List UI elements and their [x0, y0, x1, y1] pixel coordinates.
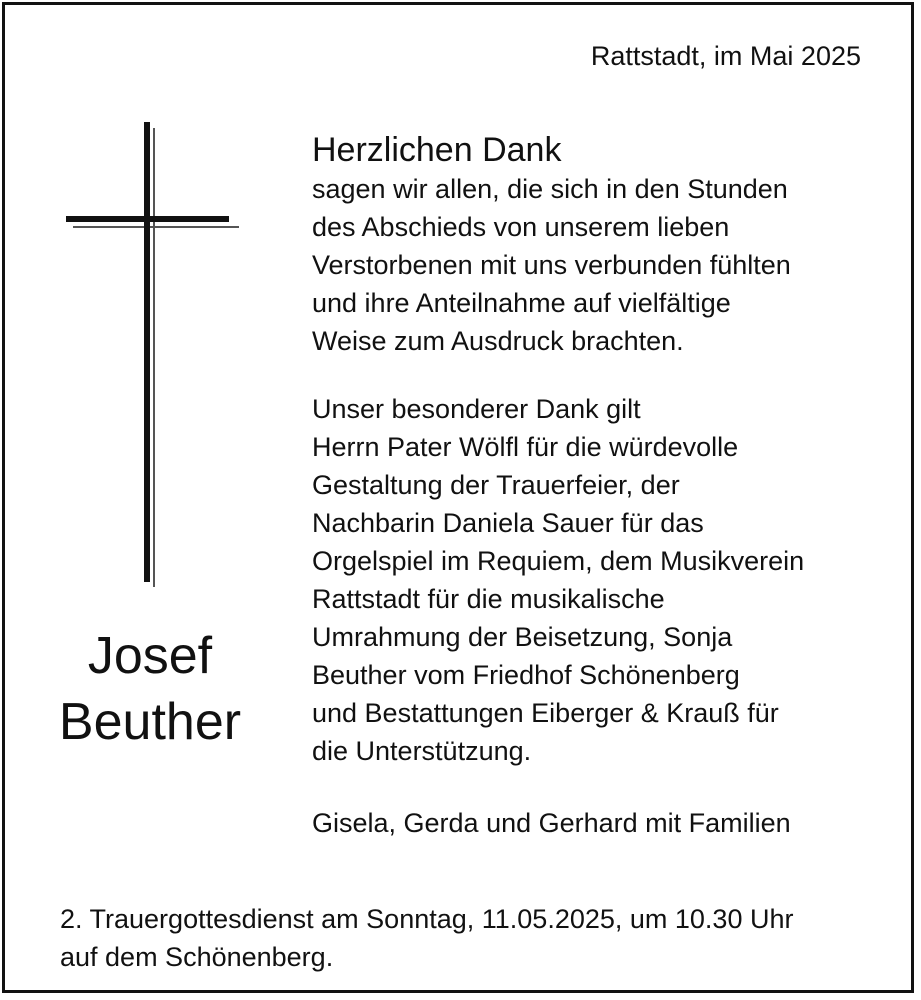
text-line: und Bestattungen Eiberger & Krauß für — [312, 698, 779, 728]
text-line: Herrn Pater Wölfl für die würdevolle — [312, 432, 739, 462]
date-line: Rattstadt, im Mai 2025 — [590, 41, 861, 71]
text-line: Nachbarin Daniela Sauer für das — [312, 508, 704, 538]
thanks-paragraph — [312, 390, 902, 770]
footer-line: auf dem Schönenberg. — [60, 942, 334, 972]
footer-note — [60, 900, 793, 976]
text-line: Unser besonderer Dank gilt — [312, 394, 641, 424]
text-line: Umrahmung der Beisetzung, Sonja — [312, 622, 733, 652]
text-line: Weise zum Ausdruck brachten. — [312, 326, 684, 356]
text-line: Gestaltung der Trauerfeier, der — [312, 470, 680, 500]
text-line: Beuther vom Friedhof Schönenberg — [312, 660, 740, 690]
cross-graphic — [63, 122, 243, 587]
heading: Herzlichen Dank — [312, 131, 562, 169]
deceased-first-name: Josef — [87, 627, 213, 685]
signature: Gisela, Gerda und Gerhard mit Familien — [312, 808, 791, 838]
text-line: und ihre Anteilnahme auf vielfältige — [312, 288, 731, 318]
deceased-last-name: Beuther — [58, 693, 242, 751]
obituary-notice — [2, 2, 914, 993]
cross-icon — [63, 122, 243, 587]
text-line: die Unterstützung. — [312, 736, 532, 766]
text-line: Verstorbenen mit uns verbunden fühlten — [312, 250, 791, 280]
text-line: des Abschieds von unserem lieben — [312, 212, 730, 242]
footer-line: 2. Trauergottesdienst am Sonntag, 11.05.2025, um 10.30 Uhr — [60, 904, 794, 934]
intro-paragraph — [312, 170, 902, 360]
message-body — [312, 130, 902, 842]
text-line: sagen wir allen, die sich in den Stunden — [312, 174, 788, 204]
deceased-name — [35, 623, 265, 755]
text-line: Orgelspiel im Requiem, dem Musikverein — [312, 546, 805, 576]
text-line: Rattstadt für die musikalische — [312, 584, 665, 614]
